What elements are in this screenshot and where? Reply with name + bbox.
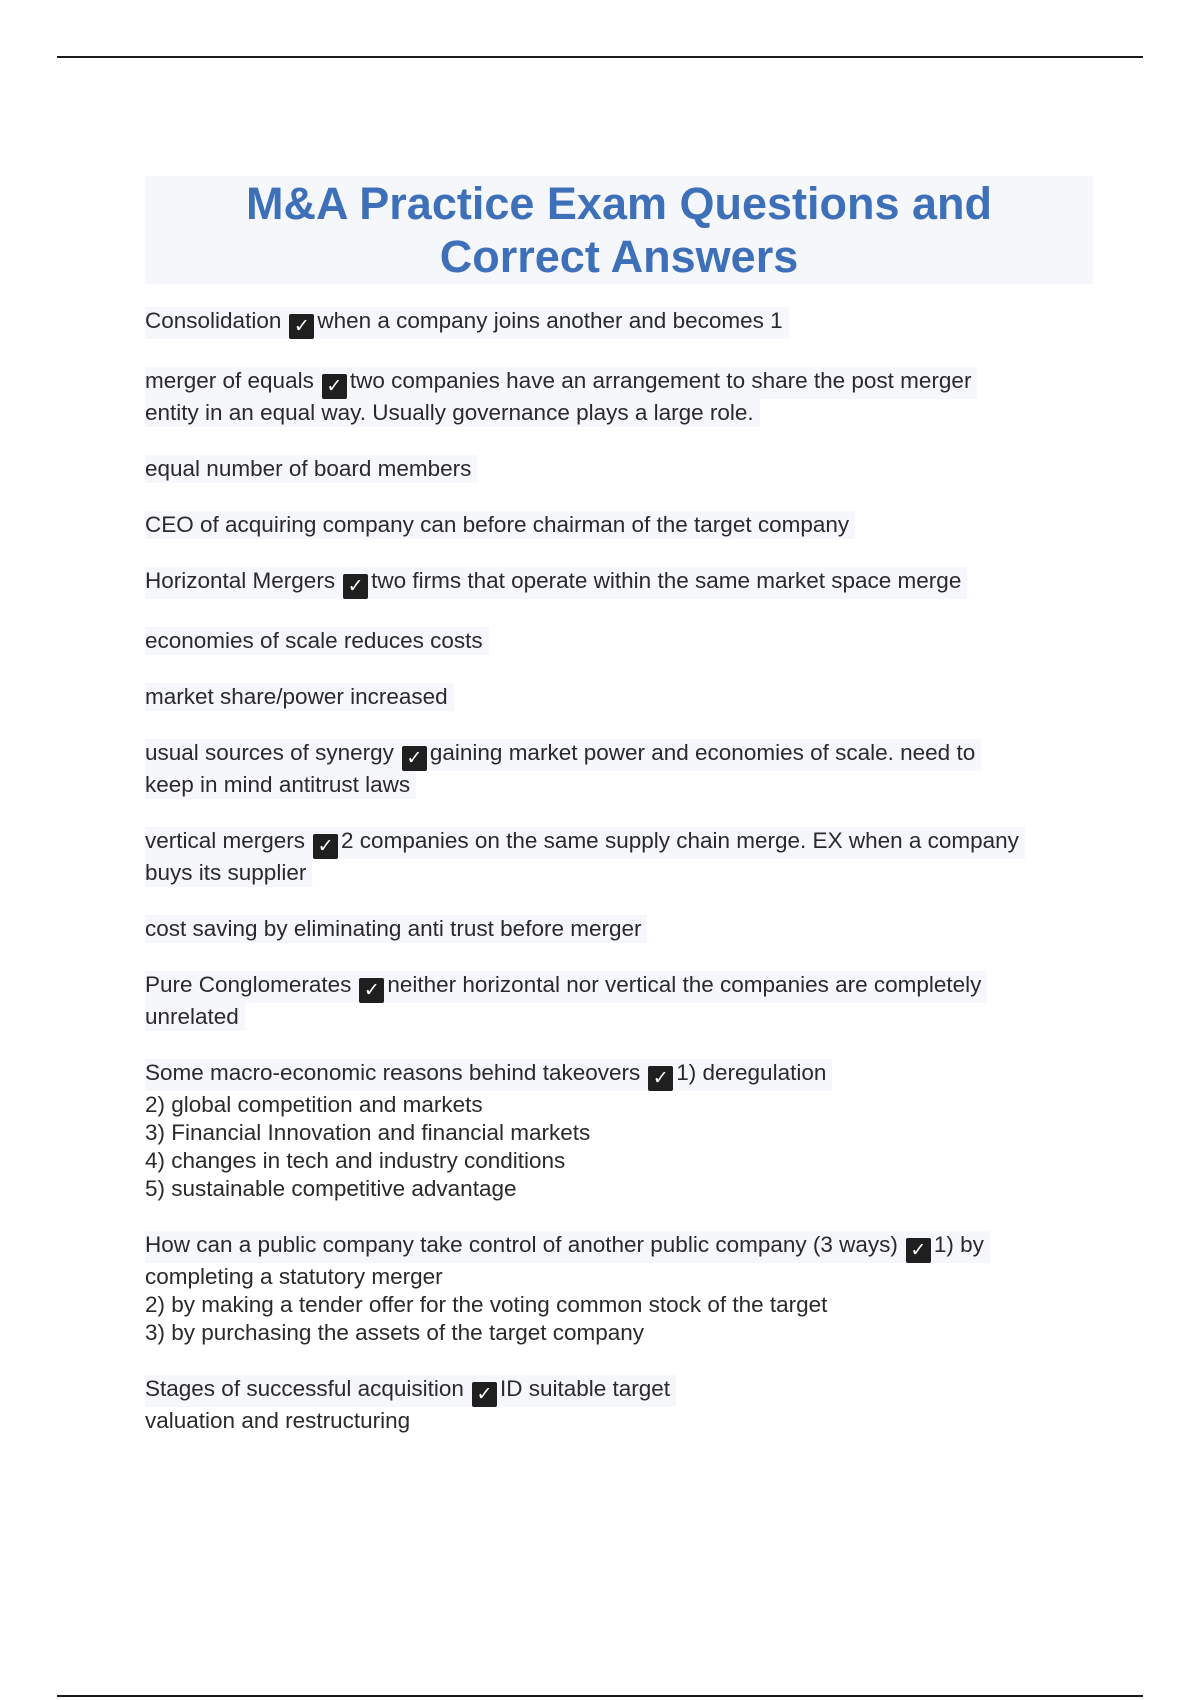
qa-line bbox=[145, 739, 981, 771]
check-box-icon: ✓ bbox=[648, 1066, 673, 1091]
qa-term: Pure Conglomerates bbox=[145, 972, 352, 997]
qa-item bbox=[145, 1375, 1093, 1435]
qa-line bbox=[145, 827, 1025, 859]
qa-text: market share/power increased bbox=[145, 683, 454, 711]
check-box-icon: ✓ bbox=[402, 746, 427, 771]
qa-item bbox=[145, 915, 1093, 943]
qa-item bbox=[145, 511, 1093, 539]
qa-list-line: 2) by making a tender offer for the voting common stock of the target bbox=[145, 1292, 828, 1317]
qa-list-line: 3) Financial Innovation and financial markets bbox=[145, 1120, 591, 1145]
qa-line bbox=[145, 567, 967, 599]
qa-answer: when a company joins another and becomes 1 bbox=[317, 308, 783, 333]
qa-line bbox=[145, 1059, 832, 1091]
qa-line bbox=[145, 307, 789, 339]
qa-list-line: 3) by purchasing the assets of the target company bbox=[145, 1320, 645, 1345]
qa-item bbox=[145, 683, 1093, 711]
check-box-icon: ✓ bbox=[343, 574, 368, 599]
qa-list-line: 5) sustainable competitive advantage bbox=[145, 1176, 517, 1201]
qa-item bbox=[145, 971, 1093, 1031]
check-box-icon: ✓ bbox=[472, 1382, 497, 1407]
qa-item bbox=[145, 367, 1093, 427]
qa-term: How can a public company take control of another public company (3 ways) bbox=[145, 1232, 898, 1257]
qa-text: economies of scale reduces costs bbox=[145, 627, 489, 655]
qa-term: Some macro-economic reasons behind takeovers bbox=[145, 1060, 641, 1085]
page-title-line-2: Correct Answers bbox=[439, 231, 799, 282]
qa-continuation: valuation and restructuring bbox=[145, 1408, 411, 1433]
qa-continuation: completing a statutory merger bbox=[145, 1264, 443, 1289]
qa-answer: 1) by bbox=[933, 1232, 984, 1257]
check-box-icon: ✓ bbox=[313, 834, 338, 859]
qa-continuation: buys its supplier bbox=[145, 859, 312, 887]
check-box-icon: ✓ bbox=[359, 978, 384, 1003]
qa-item bbox=[145, 307, 1093, 339]
qa-line bbox=[145, 367, 977, 399]
qa-term: merger of equals bbox=[145, 368, 314, 393]
check-box-icon: ✓ bbox=[906, 1238, 931, 1263]
qa-item bbox=[145, 1231, 1093, 1347]
qa-item bbox=[145, 627, 1093, 655]
qa-continuation: keep in mind antitrust laws bbox=[145, 771, 416, 799]
check-box-icon: ✓ bbox=[289, 314, 314, 339]
qa-term: Stages of successful acquisition bbox=[145, 1376, 464, 1401]
qa-answer: 1) deregulation bbox=[676, 1060, 827, 1085]
qa-answer: neither horizontal nor vertical the companies are completely bbox=[387, 972, 982, 997]
qa-text: cost saving by eliminating anti trust before merger bbox=[145, 915, 647, 943]
qa-term: Horizontal Mergers bbox=[145, 568, 336, 593]
qa-item bbox=[145, 739, 1093, 799]
bottom-rule bbox=[57, 1695, 1143, 1697]
qa-term: usual sources of synergy bbox=[145, 740, 394, 765]
qa-answer: two firms that operate within the same market space merge bbox=[371, 568, 962, 593]
qa-answer: ID suitable target bbox=[499, 1376, 671, 1401]
document-content bbox=[145, 176, 1093, 1463]
top-rule bbox=[57, 56, 1143, 58]
qa-item bbox=[145, 455, 1093, 483]
qa-text: equal number of board members bbox=[145, 455, 477, 483]
qa-item bbox=[145, 1059, 1093, 1203]
qa-answer: two companies have an arrangement to share the post merger bbox=[349, 368, 972, 393]
qa-term: vertical mergers bbox=[145, 828, 306, 853]
qa-answer: 2 companies on the same supply chain merge. EX when a company bbox=[341, 828, 1019, 853]
qa-line bbox=[145, 971, 987, 1003]
qa-line bbox=[145, 1231, 990, 1263]
qa-continuation: unrelated bbox=[145, 1003, 245, 1031]
title-block bbox=[145, 176, 1093, 284]
qa-continuation: entity in an equal way. Usually governance plays a large role. bbox=[145, 399, 760, 427]
qa-item bbox=[145, 827, 1093, 887]
check-box-icon: ✓ bbox=[322, 374, 347, 399]
qa-list-line: 4) changes in tech and industry conditions bbox=[145, 1148, 566, 1173]
qa-answer: gaining market power and economies of scale. need to bbox=[429, 740, 976, 765]
qa-text: CEO of acquiring company can before chairman of the target company bbox=[145, 511, 855, 539]
qa-term: Consolidation bbox=[145, 308, 282, 333]
page-title-line-1: M&A Practice Exam Questions and bbox=[245, 178, 993, 229]
qa-line bbox=[145, 1375, 676, 1407]
qa-item bbox=[145, 567, 1093, 599]
qa-list-line: 2) global competition and markets bbox=[145, 1092, 483, 1117]
